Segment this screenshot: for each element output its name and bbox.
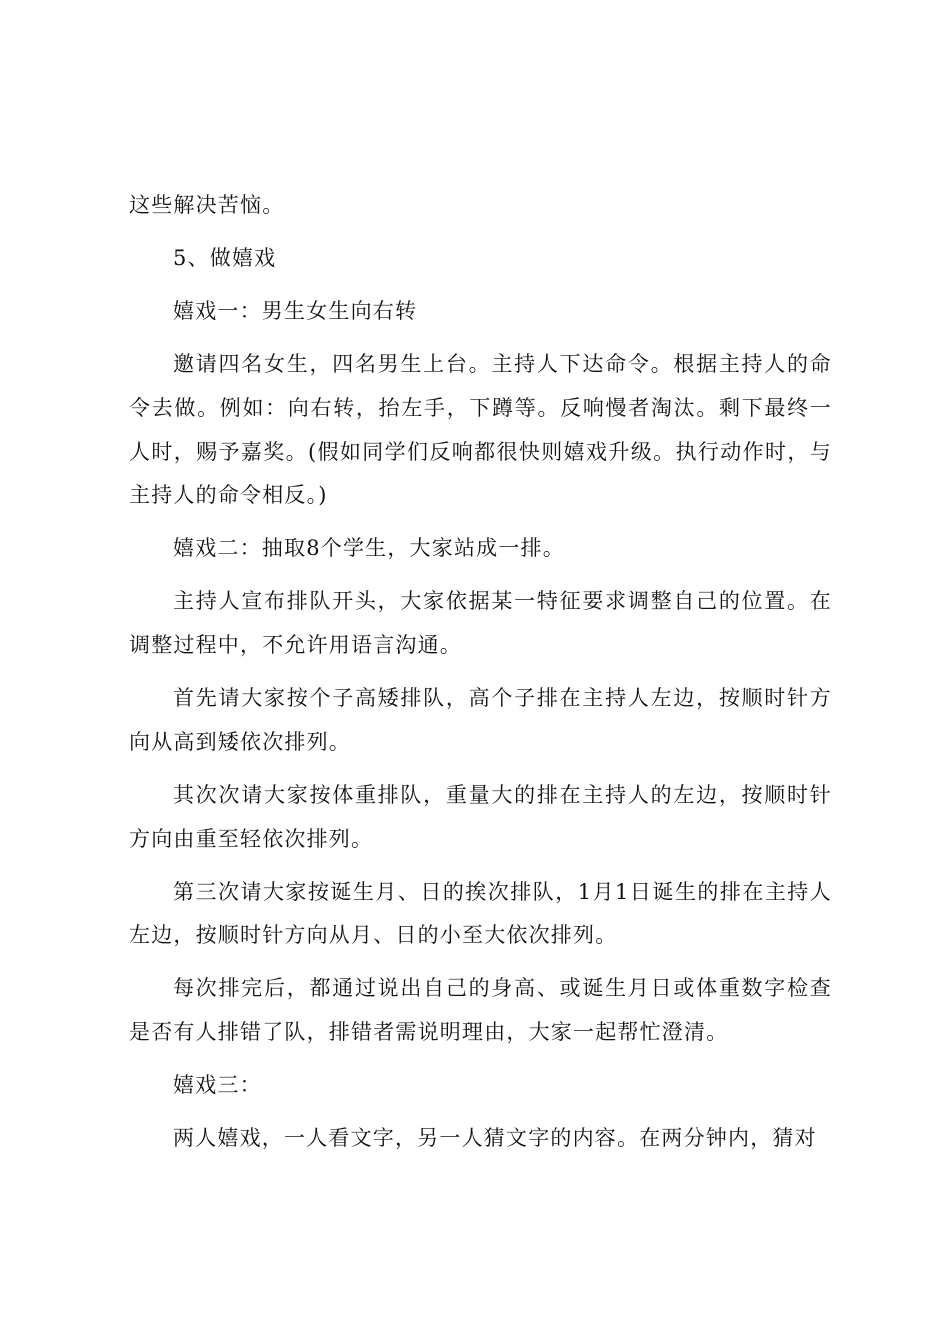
game-one-title: 嬉戏一：男生女生向右转 bbox=[173, 298, 418, 323]
section-heading: 5、做嬉戏 bbox=[173, 245, 277, 270]
game-two-check: 每次排完后，都通过说出自己的身高、或诞生月日或体重数字检查是否有人排错了队，排错者需说明理由，大家一起帮忙澄清。 bbox=[129, 976, 832, 1045]
paragraph-continuation: 这些解决苦恼。 bbox=[129, 193, 285, 217]
game-three-description: 两人嬉戏，一人看文字，另一人猜文字的内容。在两分钟内，猜对 bbox=[173, 1126, 817, 1151]
game-two-round-weight: 其次次请大家按体重排队，重量大的排在主持人的左边，按顺时针方向由重至轻依次排列。 bbox=[129, 782, 832, 851]
game-two-rules: 主持人宣布排队开头，大家依据某一特征要求调整自己的位置。在调整过程中，不允许用语言沟通。 bbox=[129, 589, 832, 658]
game-one-description: 邀请四名女生，四名男生上台。主持人下达命令。根据主持人的命令去做。例如：向右转，抬左手，下蹲等。反响慢者淘汰。剩下最终一人时，赐予嘉奖。(假如同学们反响都很快则嬉戏升级。执行动作时，与主持人的命令相反。) bbox=[129, 351, 832, 508]
document-body bbox=[129, 184, 832, 1170]
game-two-round-birthday: 第三次请大家按诞生月、日的挨次排队，1月1日诞生的排在主持人左边，按顺时针方向从月、日的小至大依次排列。 bbox=[129, 879, 832, 948]
game-two-round-height: 首先请大家按个子高矮排队，高个子排在主持人左边，按顺时针方向从高到矮依次排列。 bbox=[129, 686, 832, 754]
game-three-title: 嬉戏三： bbox=[173, 1073, 262, 1098]
game-two-title: 嬉戏二：抽取8个学生，大家站成一排。 bbox=[173, 536, 565, 561]
